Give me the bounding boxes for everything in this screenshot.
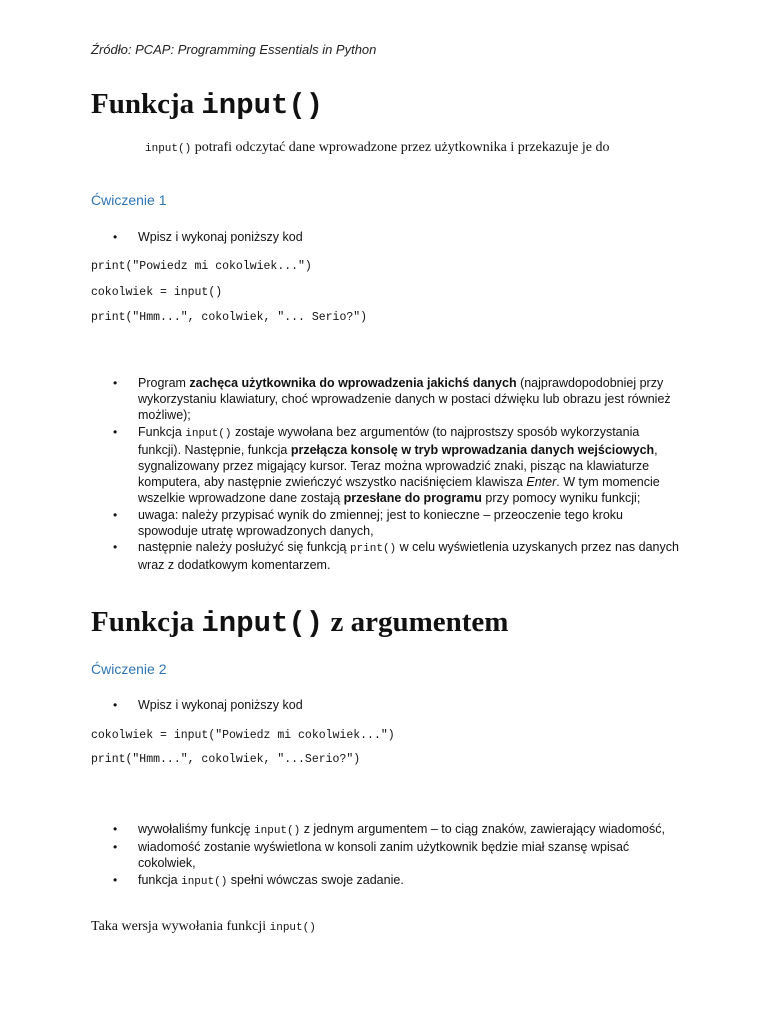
list-item bbox=[91, 424, 681, 507]
list-item bbox=[91, 697, 681, 713]
heading-text: z argumentem bbox=[323, 606, 509, 638]
text: uwaga: należy przypisać wynik do zmiennej; jest to konieczne – przeoczenie tego kroku spowoduje utratę wprowadzonych danych, bbox=[138, 507, 623, 538]
exercise-1-instruction-list bbox=[91, 229, 681, 245]
inline-code: input() bbox=[145, 143, 192, 155]
heading-code: input() bbox=[201, 89, 324, 122]
closing-text: Taka wersja wywołania funkcji bbox=[91, 919, 270, 934]
text: następnie należy posłużyć się funkcją bbox=[138, 540, 350, 555]
code-line: print("Hmm...", cokolwiek, "...Serio?") bbox=[91, 753, 361, 766]
list-item bbox=[91, 839, 681, 871]
exercise-2-instruction-list bbox=[91, 697, 681, 713]
text: Program bbox=[138, 376, 190, 390]
inline-code: input() bbox=[254, 825, 301, 837]
exercise-2-heading: Ćwiczenie 2 bbox=[91, 661, 167, 677]
text: wiadomość zostanie wyświetlona w konsoli zanim użytkownik będzie miał szansę wpisać cokolwiek, bbox=[138, 840, 630, 871]
code-line: cokolwiek = input("Powiedz mi cokolwiek...") bbox=[91, 729, 395, 742]
text: spełni wówczas swoje zadanie. bbox=[227, 872, 404, 887]
section-2-heading bbox=[91, 606, 508, 640]
inline-code: input() bbox=[269, 922, 316, 934]
heading-code: input() bbox=[201, 607, 324, 640]
text: (najprawdopodobniej przy wykorzystaniu klawiatury, choć wprowadzenie danych w postaci dźwięku lub obrazu jest również możliwe); bbox=[138, 376, 671, 423]
bold-text: zachęca użytkownika do wprowadzenia jakichś danych bbox=[189, 376, 517, 390]
text: z jednym argumentem – to ciąg znaków, zawierający wiadomość, bbox=[300, 822, 665, 836]
text: wywołaliśmy funkcję bbox=[138, 822, 255, 836]
list-item bbox=[91, 375, 681, 424]
list-item bbox=[91, 507, 681, 539]
list-item bbox=[91, 229, 681, 245]
section-1-heading bbox=[91, 88, 323, 122]
heading-text: Funkcja bbox=[91, 606, 202, 638]
list-item bbox=[91, 821, 681, 839]
text: funkcja bbox=[138, 872, 182, 887]
inline-code: input() bbox=[181, 875, 228, 888]
instruction-text: Wpisz i wykonaj poniższy kod bbox=[138, 698, 303, 712]
text: Funkcja bbox=[138, 424, 186, 439]
inline-code: print() bbox=[349, 543, 397, 556]
bold-text: przesłane do programu bbox=[343, 491, 482, 506]
closing-paragraph bbox=[91, 919, 316, 935]
instruction-text: Wpisz i wykonaj poniższy kod bbox=[138, 230, 303, 244]
code-line: print("Hmm...", cokolwiek, "... Serio?") bbox=[91, 311, 368, 324]
bold-text: przełącza konsolę w tryb wprowadzania danych wejściowych bbox=[290, 442, 655, 457]
text: w celu wyświetlenia uzyskanych przez nas danych wraz z dodatkowym komentarzem. bbox=[138, 540, 679, 573]
heading-text: Funkcja bbox=[91, 88, 202, 120]
italic-text: Enter bbox=[526, 475, 557, 490]
exercise-1-heading: Ćwiczenie 1 bbox=[91, 192, 167, 208]
text: , sygnalizowany przez migający kursor. Teraz można wprowadzić znaki, pisząc na klawiaturze komputera, aby następnie zwieńczyć wszystko naciśnięciem klawisza bbox=[138, 442, 658, 490]
list-item bbox=[91, 872, 681, 890]
code-line: print("Powiedz mi cokolwiek...") bbox=[91, 260, 312, 273]
intro-text: potrafi odczytać dane wprowadzone przez użytkownika i przekazuje je do bbox=[191, 140, 610, 155]
code-line: cokolwiek = input() bbox=[91, 286, 223, 299]
explanation-list-2 bbox=[91, 821, 681, 890]
text: . W tym momencie wszelkie wprowadzone dane zostają bbox=[138, 475, 660, 506]
text: zostaje wywołana bez argumentów (to najprostszy sposób wykorzystania funkcji). Następnie, funkcja bbox=[138, 424, 640, 457]
source-note: Źródło: PCAP: Programming Essentials in Python bbox=[91, 42, 377, 57]
text: przy pomocy wyniku funkcji; bbox=[481, 491, 641, 506]
list-item bbox=[91, 539, 681, 573]
explanation-list-1 bbox=[91, 375, 681, 573]
intro-paragraph bbox=[145, 140, 609, 156]
inline-code: input() bbox=[185, 427, 232, 440]
